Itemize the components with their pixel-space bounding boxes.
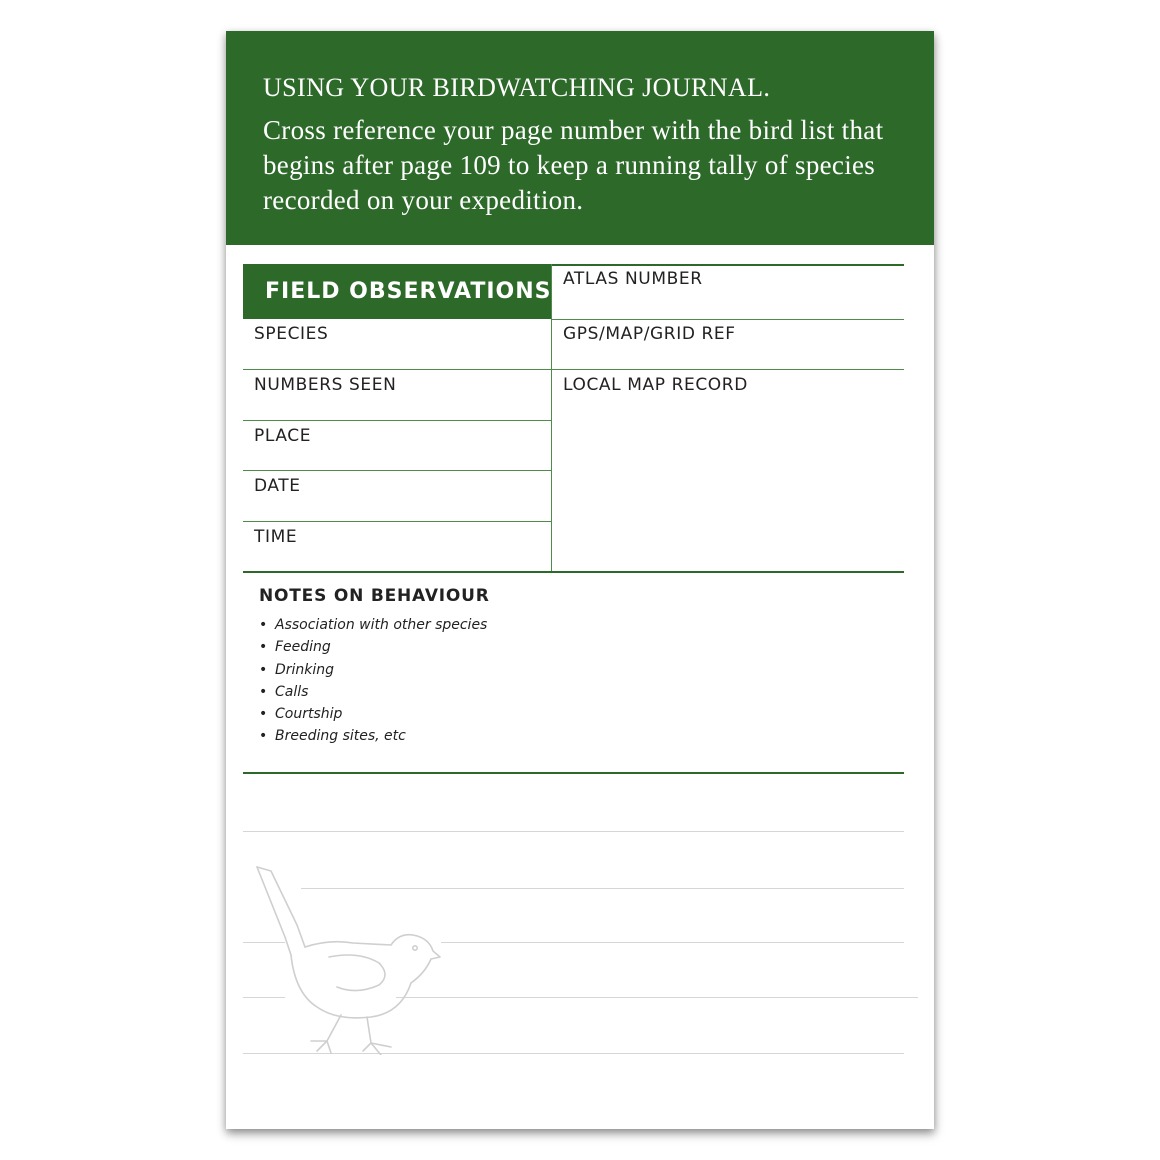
form-top-rule [551,264,904,266]
notes-bottom-rule [243,772,904,774]
row-rule [551,319,904,320]
field-atlas-number[interactable]: ATLAS NUMBER [563,269,703,289]
field-date[interactable]: DATE [254,476,301,496]
row-rule [243,470,551,471]
field-time[interactable]: TIME [254,527,298,547]
field-species[interactable]: SPECIES [254,324,329,344]
writing-line[interactable] [396,997,918,998]
instructions-banner [226,31,934,245]
column-divider [551,264,552,572]
banner-text: Cross reference your page number with the bird list that begins after page 109 to keep a running tally of species recorded on your expedition. [263,115,884,215]
writing-line[interactable] [243,831,904,832]
field-local-map-record[interactable]: LOCAL MAP RECORD [563,375,748,395]
writing-line[interactable] [441,942,904,943]
notes-title: NOTES ON BEHAVIOUR [259,586,490,606]
notes-list [259,614,487,748]
notes-item: • Calls [259,681,487,703]
field-gps-map-grid-ref[interactable]: GPS/MAP/GRID REF [563,324,736,344]
table-bottom-rule [243,571,904,573]
notes-item: • Breeding sites, etc [259,725,487,747]
row-rule [243,369,551,370]
notes-item: • Feeding [259,636,487,658]
bird-outline-icon [241,865,441,1055]
field-observations-header: FIELD OBSERVATIONS [243,264,551,319]
row-rule [243,521,551,522]
row-rule [243,420,551,421]
notes-item: • Courtship [259,703,487,725]
banner-title: USING YOUR BIRDWATCHING JOURNAL. [263,73,771,102]
field-numbers-seen[interactable]: NUMBERS SEEN [254,375,397,395]
journal-page [226,31,934,1129]
field-place[interactable]: PLACE [254,426,312,446]
notes-item: • Drinking [259,659,487,681]
notes-item: • Association with other species [259,614,487,636]
row-rule [551,369,904,370]
